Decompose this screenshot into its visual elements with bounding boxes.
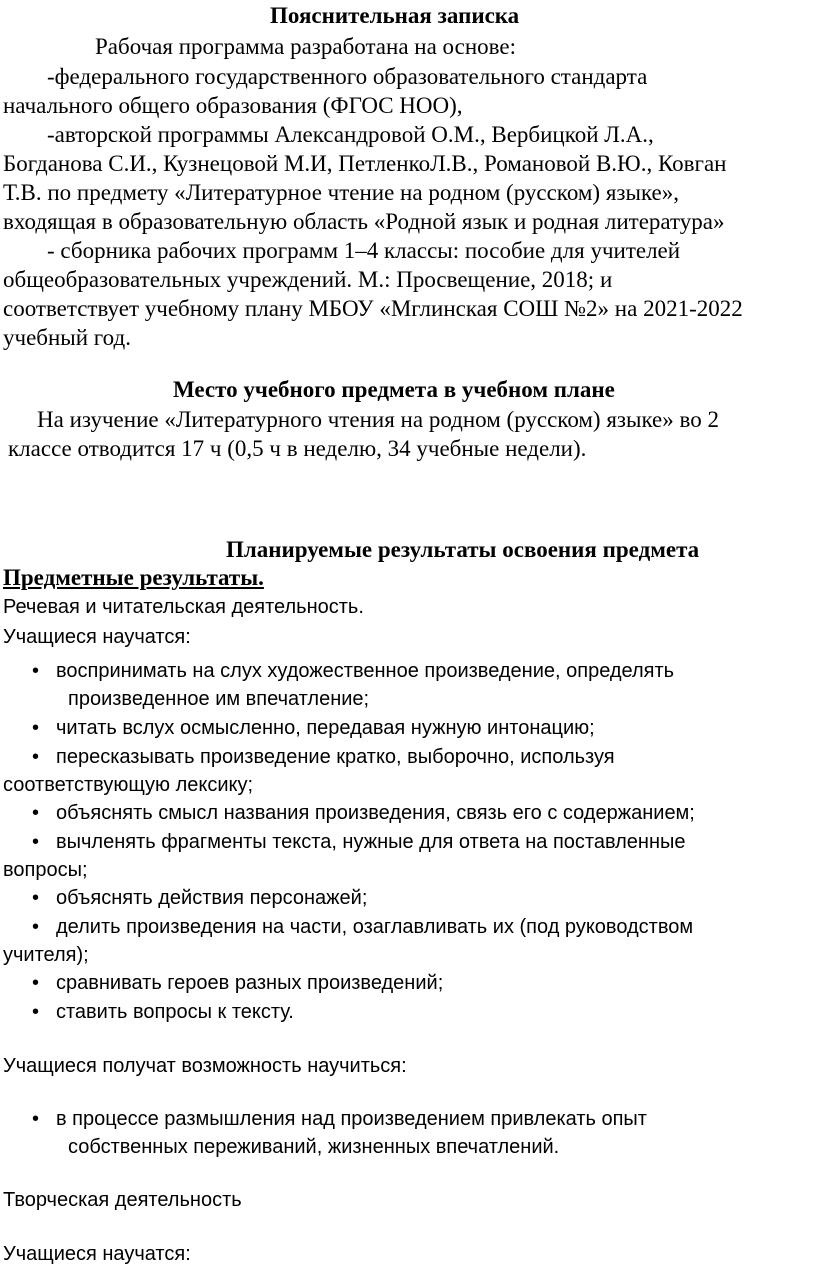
list-item: пересказывать произведение кратко, выборочно, используя	[56, 746, 615, 768]
bullet-icon: •	[32, 972, 40, 994]
list-item: в процессе размышления над произведением привлекать опыт	[56, 1108, 647, 1130]
bullet-icon: •	[32, 1001, 40, 1023]
bullet-icon: •	[32, 1108, 40, 1130]
learn-label: Учащиеся научатся:	[3, 626, 191, 648]
intro-line: - сборника рабочих программ 1–4 классы: пособие для учителей	[47, 238, 681, 263]
section-title-results: Планируемые результаты освоения предмета	[226, 537, 700, 562]
list-item: объяснять смысл названия произведения, связь его с содержанием;	[56, 802, 695, 824]
intro-line: Рабочая программа разработана на основе:	[95, 34, 516, 59]
subject-results-heading: Предметные результаты.	[3, 565, 264, 590]
bullet-icon: •	[32, 887, 40, 909]
list-item: воспринимать на слух художественное произведение, определять	[56, 660, 675, 682]
section-title-place: Место учебного предмета в учебном плане	[173, 377, 615, 402]
bullet-icon: •	[32, 916, 40, 938]
intro-line: Богданова С.И., Кузнецовой М.И, ПетленкоЛ.В., Романовой В.Ю., Ковган	[3, 151, 727, 176]
list-item: ставить вопросы к тексту.	[56, 1001, 294, 1023]
intro-line: начального общего образования (ФГОС НОО),	[3, 93, 463, 118]
creative-activity-heading: Творческая деятельность	[3, 1189, 242, 1211]
intro-line: общеобразовательных учреждений. М.: Просвещение, 2018; и	[3, 267, 613, 292]
place-line: классе отводится 17 ч (0,5 ч в неделю, 34 учебные недели).	[8, 436, 587, 461]
place-line: На изучение «Литературного чтения на родном (русском) языке» во 2	[37, 407, 719, 432]
list-item: читать вслух осмысленно, передавая нужную интонацию;	[56, 717, 595, 739]
intro-line: соответствует учебному плану МБОУ «Мглинская СОШ №2» на 2021-2022	[3, 296, 743, 321]
list-item: вычленять фрагменты текста, нужные для ответа на поставленные	[56, 831, 686, 853]
bullet-icon: •	[32, 831, 40, 853]
section-title-explanatory-note: Пояснительная записка	[270, 3, 520, 28]
intro-line: учебный год.	[3, 325, 131, 350]
intro-line: -авторской программы Александровой О.М., Вербицкой Л.А.,	[47, 122, 654, 147]
list-item: вопросы;	[3, 859, 88, 881]
bullet-icon: •	[32, 717, 40, 739]
learn-label-2: Учащиеся научатся:	[3, 1243, 191, 1265]
speech-reading-heading: Речевая и читательская деятельность.	[3, 596, 364, 618]
list-item: сравнивать героев разных произведений;	[56, 972, 444, 994]
intro-line: входящая в образовательную область «Родной язык и родная литература»	[3, 209, 725, 234]
bullet-icon: •	[32, 660, 40, 682]
intro-line: -федерального государственного образовательного стандарта	[47, 64, 648, 89]
list-item: произведенное им впечатление;	[68, 688, 370, 710]
list-item: делить произведения на части, озаглавливать их (под руководством	[56, 916, 694, 938]
list-item: собственных переживаний, жизненных впечатлений.	[68, 1136, 560, 1158]
opportunity-label: Учащиеся получат возможность научиться:	[3, 1055, 407, 1077]
list-item: объяснять действия персонажей;	[56, 887, 368, 909]
intro-line: Т.В. по предмету «Литературное чтение на родном (русском) языке»,	[3, 180, 680, 205]
list-item: учителя);	[3, 944, 89, 966]
bullet-icon: •	[32, 746, 40, 768]
list-item: соответствующую лексику;	[3, 774, 254, 796]
bullet-icon: •	[32, 802, 40, 824]
